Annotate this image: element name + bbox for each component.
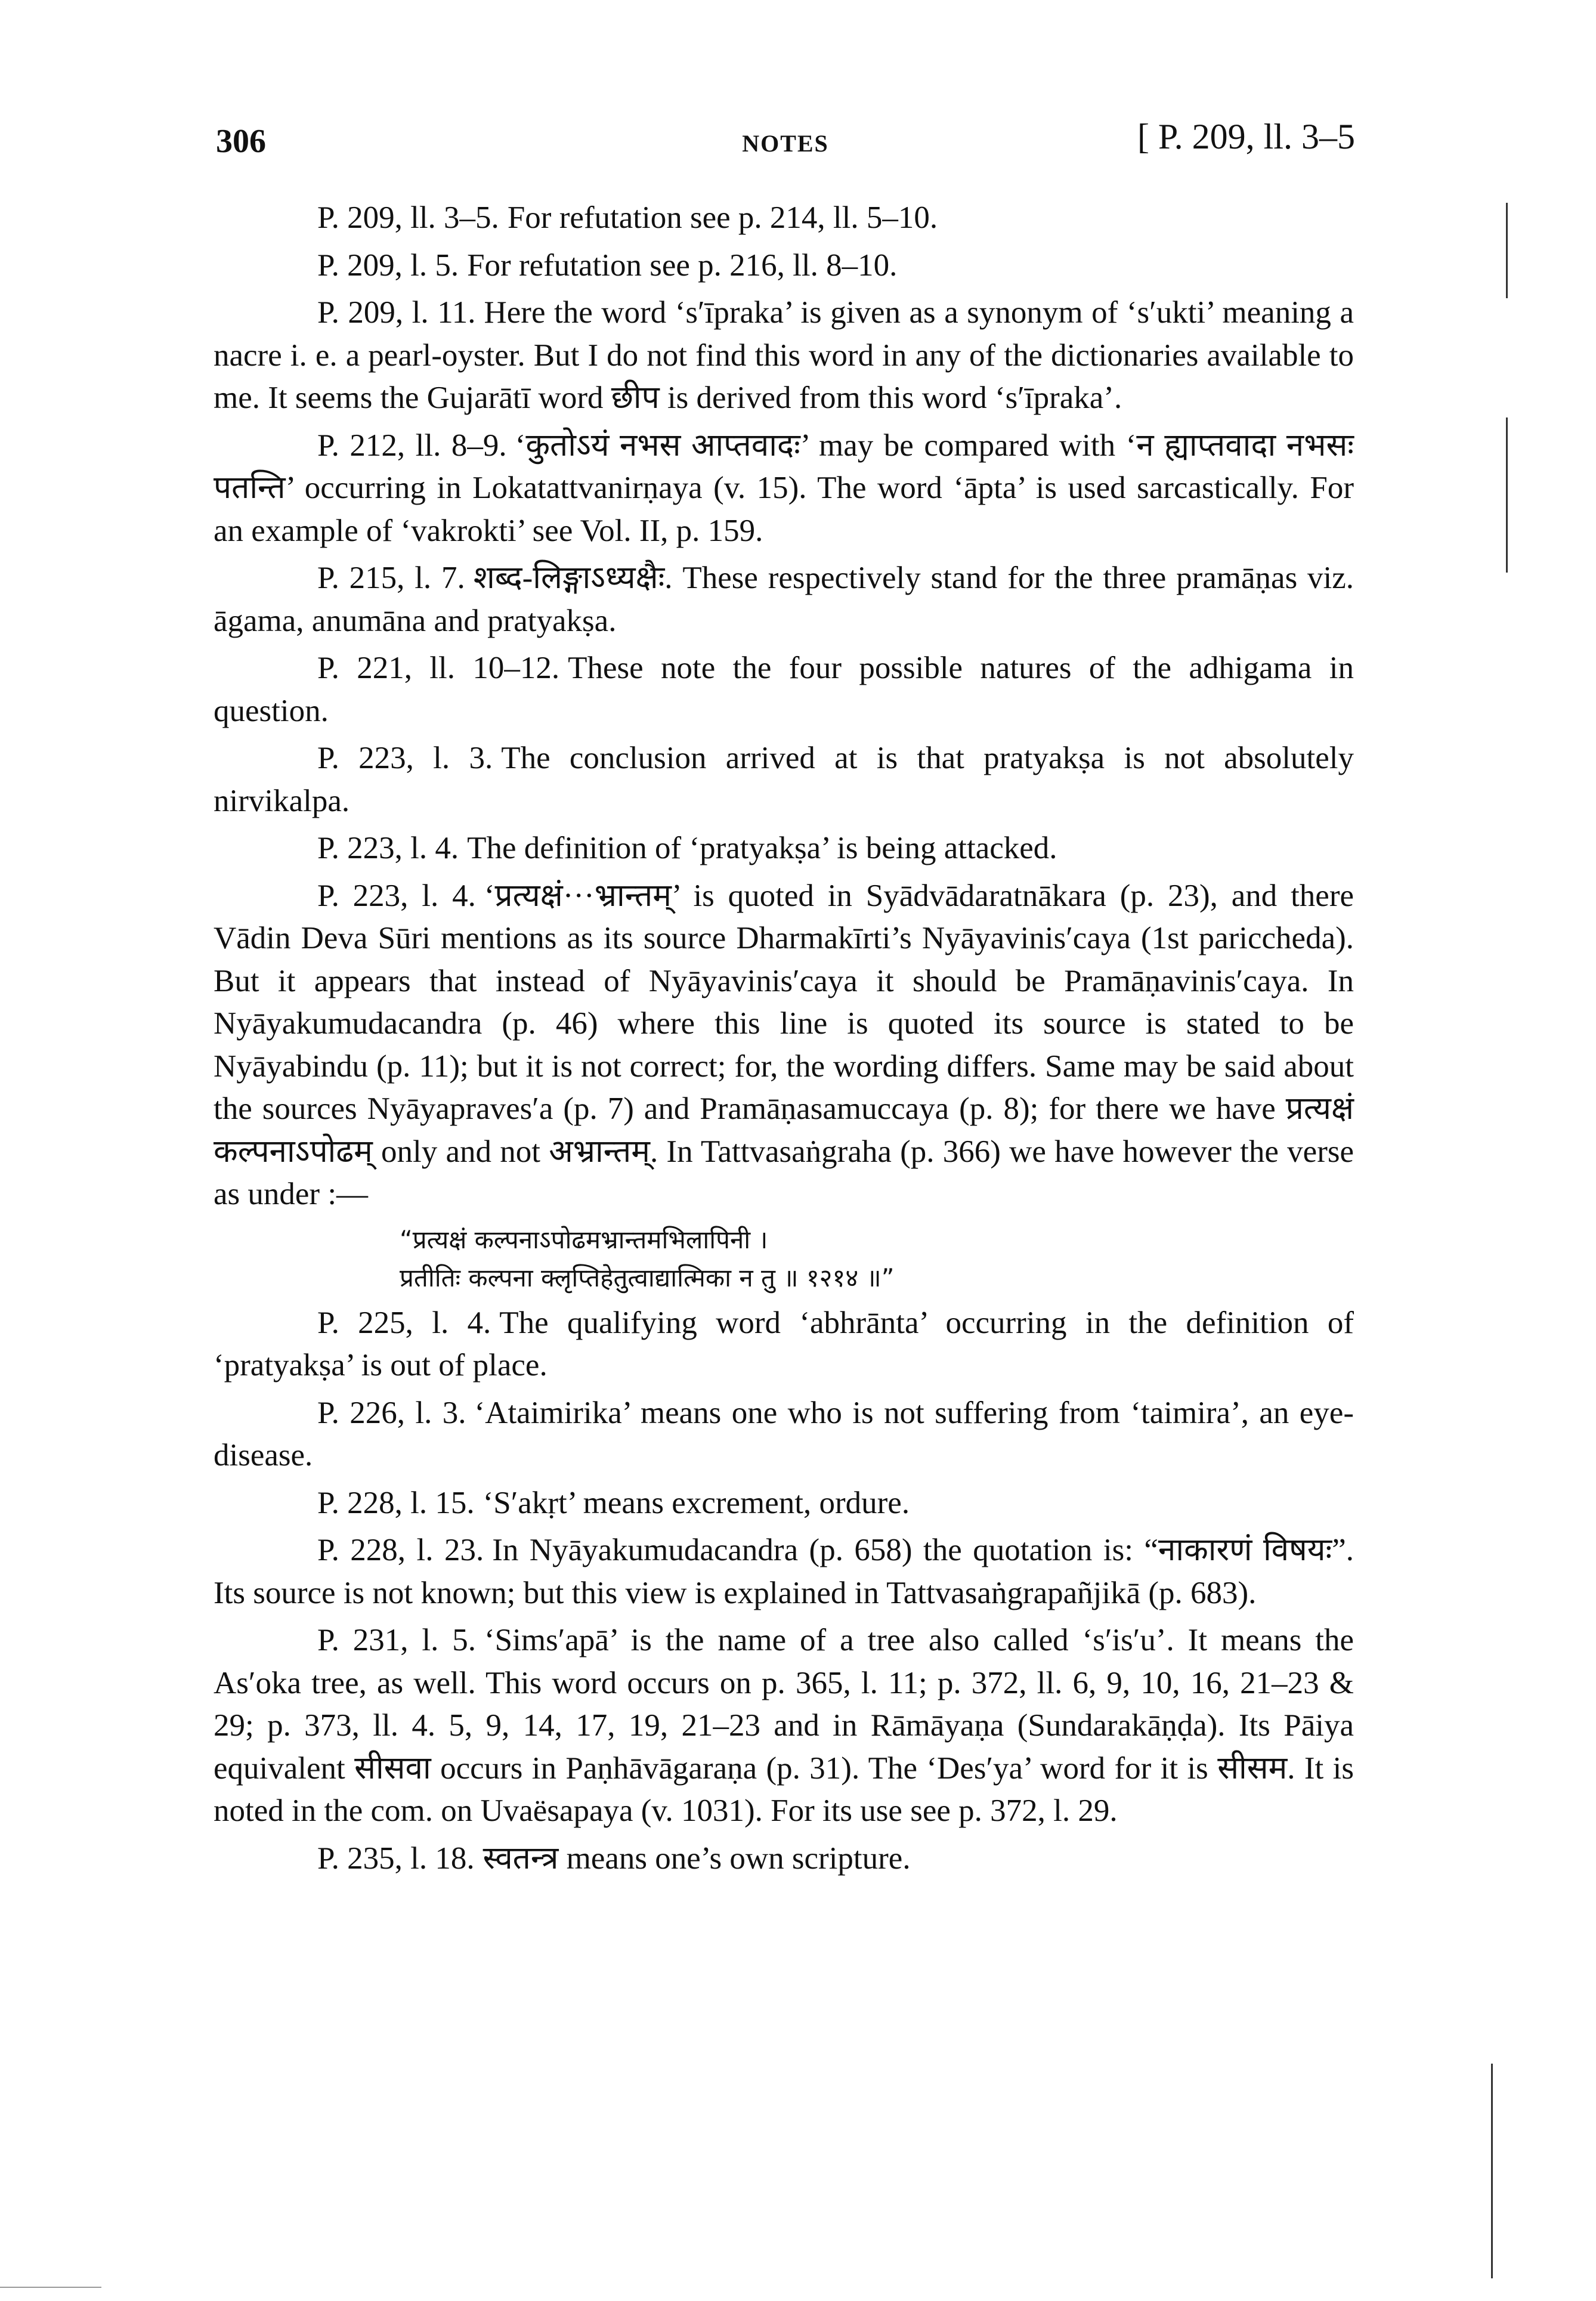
note-entry xyxy=(214,1838,1354,1881)
note-location: P. 231, l. 5. xyxy=(317,1623,477,1657)
note-location: P. 228, l. 23. xyxy=(317,1533,484,1567)
note-text: ‘Ataimirika’ means one who is not suffering from ‘taimira’, an eye-disease. xyxy=(214,1395,1354,1473)
note-location: P. 225, l. 4. xyxy=(317,1305,491,1340)
scan-margin-line xyxy=(1491,2064,1493,2278)
note-location: P. 235, l. 18. xyxy=(317,1841,475,1876)
note-entry xyxy=(214,737,1354,822)
scan-edge-line xyxy=(0,2287,101,2288)
note-location: P. 223, l. 4. xyxy=(317,878,476,913)
note-entry xyxy=(214,245,1354,287)
note-entry xyxy=(214,1619,1354,1833)
note-text: These note the four possible natures of the adhigama in question. xyxy=(214,651,1354,728)
note-location: P. 228, l. 15. xyxy=(317,1485,475,1520)
scan-margin-line xyxy=(1506,203,1508,298)
note-entry xyxy=(214,875,1354,1216)
scan-margin-line xyxy=(1506,417,1508,573)
note-entry xyxy=(214,1529,1354,1615)
note-location: P. 209, l. 11. xyxy=(317,295,476,330)
note-text: Here the word ‘s′īpraka’ is given as a synonym of ‘s′ukti’ meaning a nacre i. e. a pearl-oyster. But I do not find this word in any of the dictionaries available to me. It seems the Gujarātī word छीप is derived from this word ‘s′īpraka’. xyxy=(214,295,1354,415)
note-text: In Nyāyakumudacandra (p. 658) the quotation is: “नाकारणं विषयः”. Its source is not known; but this view is explained in Tattvasaṅgrapañjikā (p. 683). xyxy=(214,1533,1354,1610)
note-entry xyxy=(214,1392,1354,1477)
page-header xyxy=(216,116,1355,164)
running-title: NOTES xyxy=(742,130,829,157)
note-text: The definition of ‘pratyakṣa’ is being attacked. xyxy=(467,831,1057,865)
note-text: For refutation see p. 214, ll. 5–10. xyxy=(507,200,938,235)
note-text: ‘कुतोऽयं नभस आप्तवादः’ may be compared with ‘न ह्याप्तवादा नभसः पतन्ति’ occurring in Lokatattvanirṇaya (v. 15). The word ‘āpta’ is used sarcastically. For an example of ‘vakrokti’ see Vol. II, p. 159. xyxy=(214,428,1354,548)
note-entry xyxy=(214,197,1354,240)
note-location: P. 209, ll. 3–5. xyxy=(317,200,499,235)
note-text: The qualifying word ‘abhrānta’ occurring in the definition of ‘pratyakṣa’ is out of place. xyxy=(214,1305,1354,1383)
notes-body xyxy=(214,197,1354,1885)
note-entry xyxy=(214,292,1354,420)
verse-line-2: प्रतीतिः कल्पना क्लृप्तिहेतुत्वाद्यात्मिका न तु ॥ १२१४ ॥” xyxy=(400,1263,895,1292)
note-location: P. 212, ll. 8–9. xyxy=(317,428,507,463)
note-location: P. 223, l. 4. xyxy=(317,831,459,865)
note-text: The conclusion arrived at is that pratyakṣa is not absolutely nirvikalpa. xyxy=(214,741,1354,818)
quoted-verse xyxy=(400,1221,1354,1297)
verse-line-1: “प्रत्यक्षं कल्पनाऽपोढमभ्रान्तमभिलापिनी । xyxy=(400,1224,768,1254)
note-entry xyxy=(214,1482,1354,1525)
section-reference: [ P. 209, ll. 3–5 xyxy=(1137,117,1355,156)
note-text: स्वतन्त्र means one’s own scripture. xyxy=(482,1841,911,1876)
note-location: P. 209, l. 5. xyxy=(317,248,459,283)
note-entry xyxy=(214,425,1354,553)
note-entry xyxy=(214,1302,1354,1387)
note-entry xyxy=(214,647,1354,732)
note-text: ‘प्रत्यक्षं···भ्रान्तम्’ is quoted in Syādvādaratnākara (p. 23), and there Vādin Deva Sūri mentions as its source Dharmakīrti’s Nyāyavinis′caya (1st pariccheda). But it appears that instead of Nyāyavinis′caya it should be Pramāṇavinis′caya. In Nyāyakumudacandra (p. 46) where this line is quoted its source is stated to be Nyāyabindu (p. 11); but it is not correct; for, the wording differs. Same may be said about the sources Nyāyapraves′a (p. 7) and Pramāṇasamuccaya (p. 8); for there we have प्रत्यक्षं कल्पनाऽपोढम् only and not अभ्रान्तम्. In Tattvasaṅgraha (p. 366) we have however the verse as under :— xyxy=(214,878,1354,1211)
note-text: For refutation see p. 216, ll. 8–10. xyxy=(467,248,898,283)
note-location: P. 215, l. 7. xyxy=(317,561,465,595)
note-entry xyxy=(214,827,1354,870)
note-location: P. 223, l. 3. xyxy=(317,741,493,775)
page-number: 306 xyxy=(216,123,266,160)
note-location: P. 221, ll. 10–12. xyxy=(317,651,560,685)
note-text: ‘S′akṛt’ means excrement, ordure. xyxy=(482,1485,910,1520)
note-text: शब्द-लिङ्गाऽध्यक्षैः. These respectively stand for the three pramāṇas viz. āgama, anumāna and pratyakṣa. xyxy=(214,561,1354,638)
note-entry xyxy=(214,557,1354,642)
note-text: ‘Sims′apā’ is the name of a tree also called ‘s′is′u’. It means the As′oka tree, as well. This word occurs on p. 365, l. 11; p. 372, ll. 6, 9, 10, 16, 21–23 & 29; p. 373, ll. 4. 5, 9, 14, 17, 19, 21–23 and in Rāmāyaṇa (Sundarakāṇḍa). Its Pāiya equivalent सीसवा occurs in Paṇhāvāgaraṇa (p. 31). The ‘Des′ya’ word for it is सीसम. It is noted in the com. on Uvaësapaya (v. 1031). For its use see p. 372, l. 29. xyxy=(214,1623,1354,1828)
note-location: P. 226, l. 3. xyxy=(317,1395,466,1430)
